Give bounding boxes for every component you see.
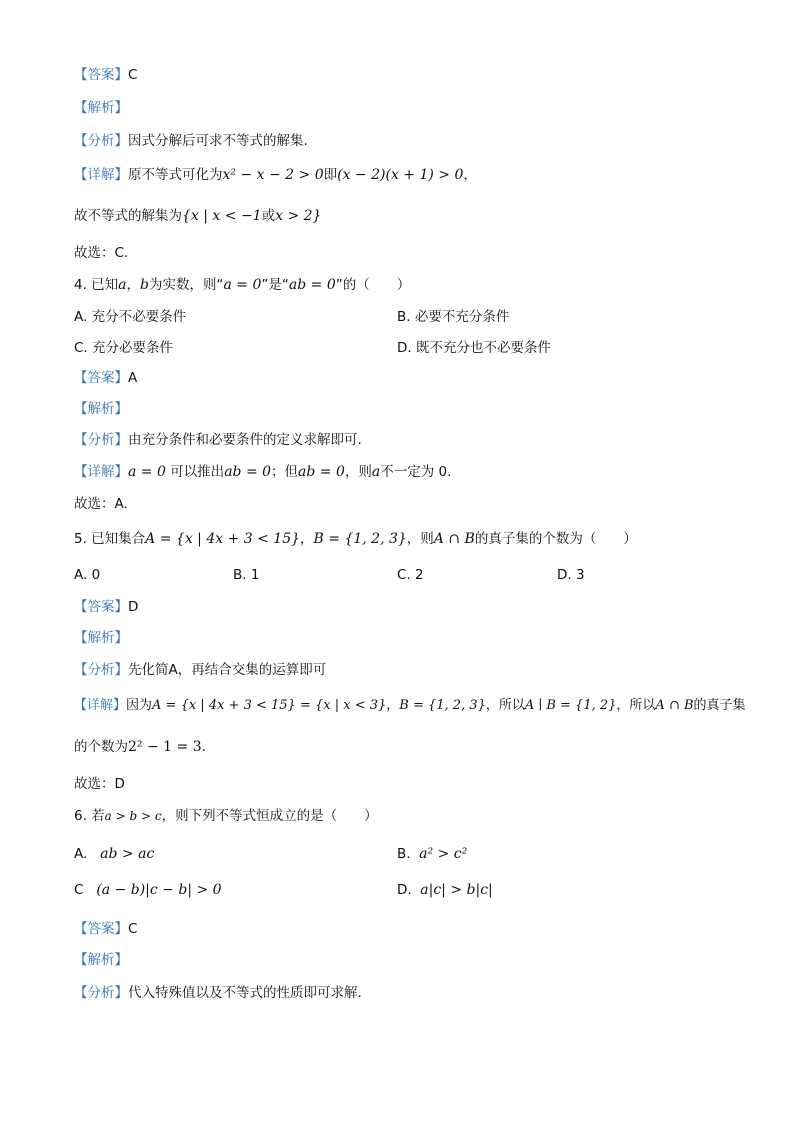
xiangjie-text: ，所以 <box>485 698 525 713</box>
q6-analysis-heading <box>74 950 128 970</box>
stem-text: ”是“ <box>261 277 289 293</box>
math-expression: {x | x < −1 <box>182 208 262 224</box>
answer-tag: 【答案】 <box>74 599 128 615</box>
xiangjie-tag: 【详解】 <box>74 698 127 713</box>
stem-text: ”的（ ） <box>335 277 411 293</box>
stem-text: 6. 若 <box>74 808 105 824</box>
q5-stem <box>74 529 637 549</box>
q4-analysis-heading <box>74 399 128 419</box>
answer-value: A <box>128 370 138 386</box>
math-expression: B = {1, 2, 3} <box>313 531 407 547</box>
xiangjie-tag: 【详解】 <box>74 167 128 183</box>
q6-option-b <box>397 844 467 864</box>
solution-text: 或 <box>261 208 276 224</box>
q3-xiangjie-line <box>74 165 477 185</box>
math-variable: b <box>140 277 149 293</box>
option-label: A. <box>74 846 88 862</box>
q4-xuan-line <box>74 494 128 514</box>
stem-text: ，则下列不等式恒成立的是（ ） <box>161 808 378 824</box>
answer-tag: 【答案】 <box>74 67 128 83</box>
q3-answer-line <box>74 65 137 85</box>
q4-stem <box>74 275 410 295</box>
answer-value: C <box>128 921 138 937</box>
math-expression: 2² − 1 = 3 <box>128 739 202 755</box>
math-expression: ab = 0 <box>298 464 345 480</box>
q5-answer-line <box>74 597 138 617</box>
math-expression: A ∩ B <box>433 531 475 547</box>
math-expression: A ∩ B <box>655 698 694 713</box>
math-expression: ab > ac <box>100 846 155 862</box>
q3-solution-set-line <box>74 206 321 226</box>
fenxi-text: 代入特殊值以及不等式的性质即可求解. <box>128 985 362 1001</box>
math-expression: A = {x | 4x + 3 < 15} <box>145 531 301 547</box>
xiangjie-text: 不一定为 0. <box>380 464 452 480</box>
q4-option-a: A. 充分不必要条件 <box>74 309 187 325</box>
punctuation: . <box>201 739 206 755</box>
punctuation: ， <box>463 167 477 183</box>
q4-xiangjie-line <box>74 462 451 482</box>
math-expression: (a − b)|c − b| > 0 <box>96 882 222 898</box>
xiangjie-text: ，所以 <box>616 698 656 713</box>
q4-option-d: D. 既不充分也不必要条件 <box>397 340 551 356</box>
q3-analysis-heading <box>74 98 128 118</box>
answer-tag: 【答案】 <box>74 370 128 386</box>
math-expression: A = {x | 4x + 3 < 15} = {x | x < 3} <box>152 698 387 713</box>
answer-value: C <box>128 67 138 83</box>
option-label: B. <box>397 846 411 862</box>
xiangjie-text: ，则 <box>344 464 372 480</box>
math-variable: a <box>371 464 381 480</box>
stem-text: 5. 已知集合 <box>74 531 146 547</box>
analysis-tag: 【解析】 <box>74 630 128 646</box>
q5-count-line <box>74 737 206 757</box>
math-expression: ab = 0 <box>224 464 272 480</box>
math-expression: a² > c² <box>419 846 468 862</box>
math-variable: a <box>118 277 127 293</box>
q3-xuan-line <box>74 243 128 263</box>
xiangjie-text: 原不等式可化为 <box>128 167 223 183</box>
q6-option-c <box>74 880 222 900</box>
analysis-tag: 【解析】 <box>74 100 128 116</box>
math-expression: a > b > c <box>104 809 162 823</box>
stem-text: ， <box>300 531 314 547</box>
q5-xuan-line <box>74 774 125 794</box>
q6-fenxi-line <box>74 983 362 1003</box>
q5-analysis-heading <box>74 628 128 648</box>
q5-xiangjie-line <box>74 696 746 716</box>
q6-stem <box>74 806 378 826</box>
q4-option-c: C. 充分必要条件 <box>74 340 174 356</box>
math-expression: x > 2} <box>275 208 322 224</box>
math-expression: B = {1, 2, 3} <box>399 698 486 713</box>
xiangjie-tag: 【详解】 <box>74 464 128 480</box>
choice-conclusion: 故选：D <box>74 776 125 792</box>
q5-option-a: A. 0 <box>74 567 101 583</box>
q5-option-c: C. 2 <box>397 567 424 583</box>
math-expression: x² − x − 2 > 0 <box>222 167 324 183</box>
q6-option-d <box>397 880 493 900</box>
analysis-tag: 【解析】 <box>74 401 128 417</box>
q3-fenxi-line <box>74 131 308 151</box>
xiangjie-text: ；但 <box>271 464 299 480</box>
math-expression: a|c| > b|c| <box>420 882 493 898</box>
q4-answer-line <box>74 368 137 388</box>
stem-text: ，则 <box>406 531 434 547</box>
fenxi-tag: 【分析】 <box>74 432 128 448</box>
math-expression: a = 0 <box>223 277 262 293</box>
xiangjie-text: 的真子集 <box>693 698 746 713</box>
fenxi-text: 先化简A，再结合交集的运算即可 <box>128 662 327 678</box>
q4-fenxi-line <box>74 430 362 450</box>
q6-answer-line <box>74 919 137 939</box>
xiangjie-text: ， <box>386 698 400 713</box>
math-expression: a = 0 <box>128 464 166 480</box>
q5-option-b: B. 1 <box>233 567 260 583</box>
q4-option-b: B. 必要不充分条件 <box>397 309 510 325</box>
stem-text: 4. 已知 <box>74 277 119 293</box>
fenxi-text: 因式分解后可求不等式的解集. <box>128 133 308 149</box>
solution-text: 故不等式的解集为 <box>74 208 182 224</box>
math-expression: (x − 2)(x + 1) > 0 <box>337 167 464 183</box>
answer-value: D <box>128 599 139 615</box>
math-expression: A ∣ B = {1, 2} <box>524 698 617 713</box>
q5-fenxi-line <box>74 660 326 680</box>
xiangjie-text: 即 <box>323 167 338 183</box>
stem-text: 为实数，则“ <box>149 277 224 293</box>
xiangjie-text: 因为 <box>126 698 153 713</box>
option-label: C <box>74 882 84 898</box>
fenxi-tag: 【分析】 <box>74 662 128 678</box>
stem-text: 的真子集的个数为（ ） <box>474 531 637 547</box>
choice-conclusion: 故选：A. <box>74 496 128 512</box>
option-label: D. <box>397 882 412 898</box>
answer-tag: 【答案】 <box>74 921 128 937</box>
fenxi-tag: 【分析】 <box>74 133 128 149</box>
q6-option-a <box>74 844 154 864</box>
xiangjie-text: 可以推出 <box>170 464 225 480</box>
fenxi-text: 由充分条件和必要条件的定义求解即可. <box>128 432 362 448</box>
count-text: 的个数为 <box>74 739 128 755</box>
math-expression: ab = 0 <box>288 277 336 293</box>
q5-option-d: D. 3 <box>557 567 585 583</box>
analysis-tag: 【解析】 <box>74 952 128 968</box>
stem-text: ， <box>126 277 141 293</box>
fenxi-tag: 【分析】 <box>74 985 128 1001</box>
choice-conclusion: 故选：C. <box>74 245 129 261</box>
